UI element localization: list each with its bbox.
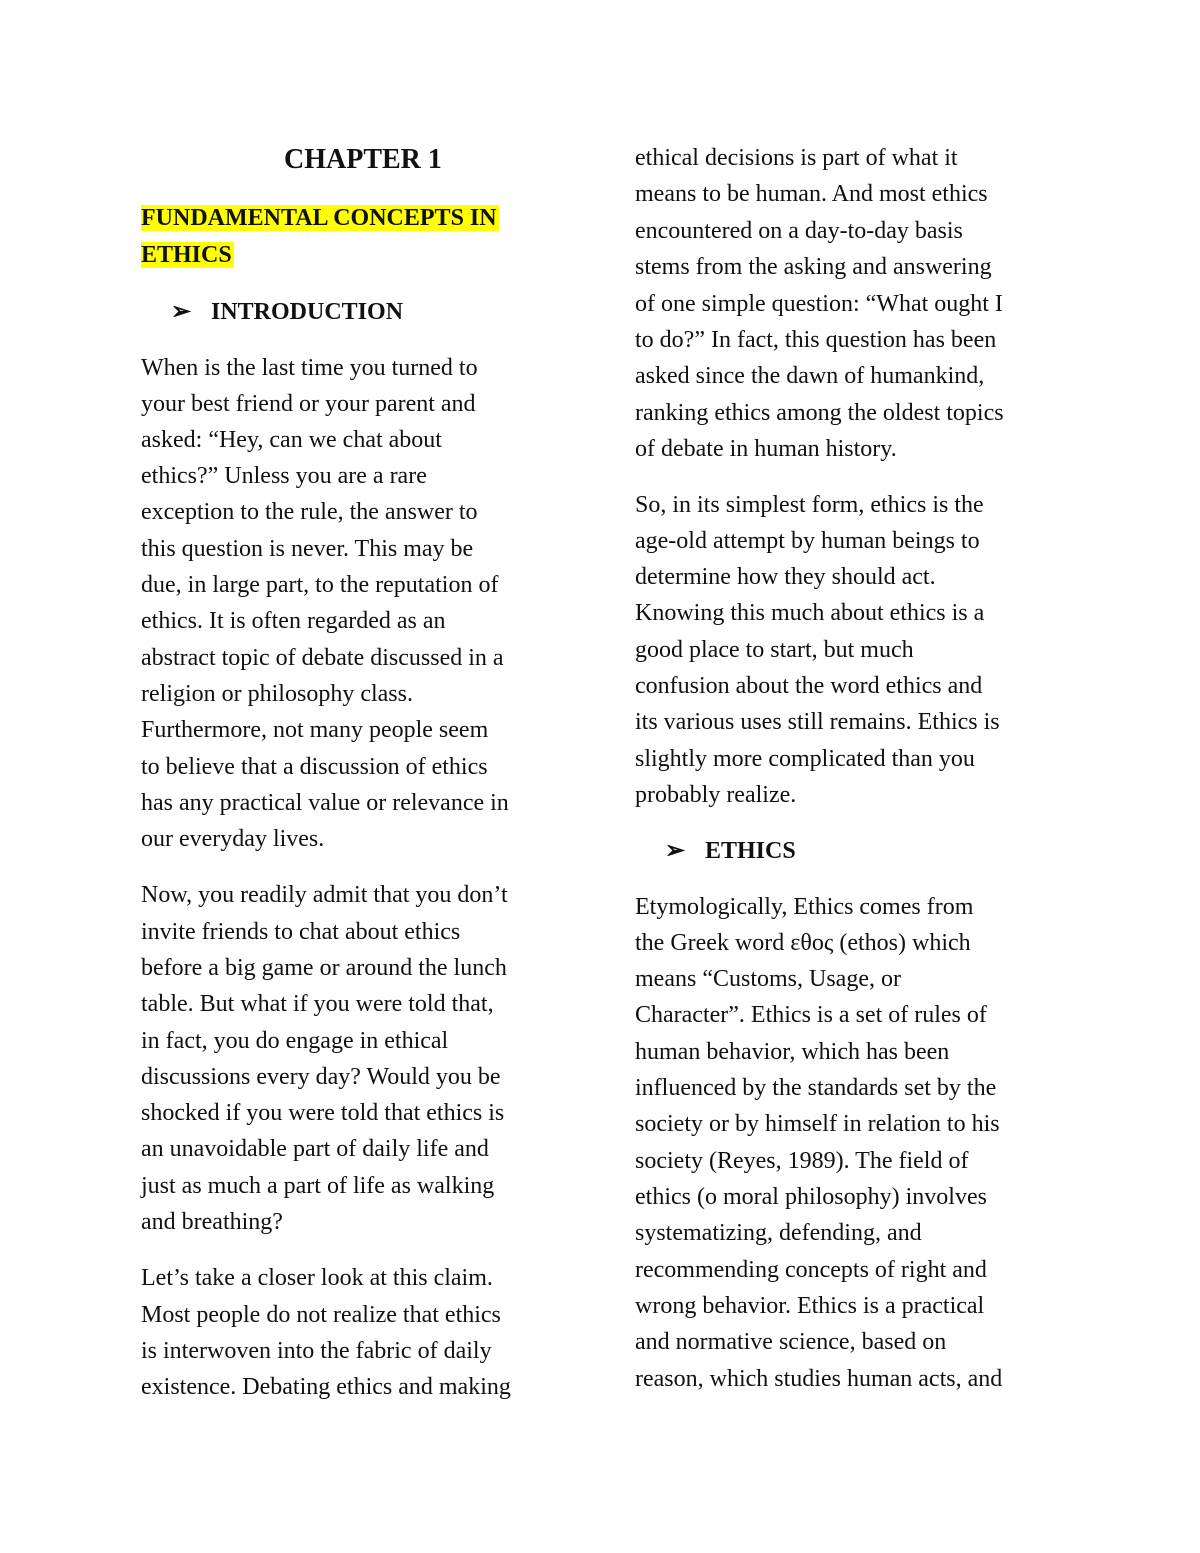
paragraph-line: determine how they should act. [635, 564, 936, 590]
paragraph-line: slightly more complicated than you [635, 746, 975, 772]
introduction-heading-label: INTRODUCTION [211, 299, 404, 325]
paragraph-line: recommending concepts of right and [635, 1257, 987, 1283]
paragraph-line: wrong behavior. Ethics is a practical [635, 1293, 985, 1319]
paragraph-line: Most people do not realize that ethics [141, 1302, 501, 1328]
paragraph-line: stems from the asking and answering [635, 254, 992, 280]
paragraph-line: of one simple question: “What ought I [635, 291, 1003, 317]
paragraph-line: abstract topic of debate discussed in a [141, 645, 504, 671]
paragraph-line: ethics. It is often regarded as an [141, 608, 446, 634]
paragraph-line: invite friends to chat about ethics [141, 919, 461, 945]
paragraph-line: table. But what if you were told that, [141, 991, 494, 1017]
arrow-bullet-icon: ➢ [171, 299, 192, 325]
paragraph-line: asked since the dawn of humankind, [635, 363, 985, 389]
paragraph-line: ranking ethics among the oldest topics [635, 400, 1004, 426]
paragraph-line: asked: “Hey, can we chat about [141, 427, 442, 453]
paragraph-line: just as much a part of life as walking [141, 1173, 495, 1199]
section-title-line-1: FUNDAMENTAL CONCEPTS IN [141, 205, 497, 231]
paragraph-line: means to be human. And most ethics [635, 181, 988, 207]
paragraph-line: is interwoven into the fabric of daily [141, 1338, 492, 1364]
paragraph-line: the Greek word εθος (ethos) which [635, 930, 971, 956]
paragraph-line: good place to start, but much [635, 637, 914, 663]
paragraph-line: to believe that a discussion of ethics [141, 754, 488, 780]
paragraph-line: and normative science, based on [635, 1329, 947, 1355]
paragraph-line: society or by himself in relation to his [635, 1111, 1000, 1137]
paragraph-line: encountered on a day-to-day basis [635, 218, 963, 244]
paragraph-line: ethical decisions is part of what it [635, 145, 958, 171]
paragraph-line: confusion about the word ethics and [635, 673, 983, 699]
paragraph-line: an unavoidable part of daily life and [141, 1136, 489, 1162]
paragraph-line: Knowing this much about ethics is a [635, 600, 985, 626]
paragraph-line: its various uses still remains. Ethics is [635, 709, 1000, 735]
ethics-heading-label: ETHICS [705, 838, 796, 864]
paragraph-line: our everyday lives. [141, 826, 325, 852]
paragraph-line: human behavior, which has been [635, 1039, 950, 1065]
introduction-heading [171, 294, 403, 330]
paragraph-line: influenced by the standards set by the [635, 1075, 997, 1101]
paragraph-line: When is the last time you turned to [141, 355, 478, 381]
paragraph-line: shocked if you were told that ethics is [141, 1100, 505, 1126]
paragraph-line: means “Customs, Usage, or [635, 966, 901, 992]
arrow-bullet-icon: ➢ [665, 838, 686, 864]
paragraph-line: exception to the rule, the answer to [141, 499, 478, 525]
paragraph-line: age-old attempt by human beings to [635, 528, 980, 554]
paragraph-line: Etymologically, Ethics comes from [635, 894, 974, 920]
paragraph-line: discussions every day? Would you be [141, 1064, 501, 1090]
paragraph-line: systematizing, defending, and [635, 1220, 922, 1246]
paragraph-line: ethics?” Unless you are a rare [141, 463, 427, 489]
chapter-title: CHAPTER 1 [284, 144, 442, 175]
paragraph-line: to do?” In fact, this question has been [635, 327, 997, 353]
paragraph-line: this question is never. This may be [141, 536, 474, 562]
paragraph-line: So, in its simplest form, ethics is the [635, 492, 984, 518]
paragraph-line: Character”. Ethics is a set of rules of [635, 1002, 987, 1028]
paragraph-line: existence. Debating ethics and making [141, 1374, 511, 1400]
paragraph-line: and breathing? [141, 1209, 283, 1235]
paragraph-line: due, in large part, to the reputation of [141, 572, 499, 598]
paragraph-line: Now, you readily admit that you don’t [141, 882, 508, 908]
paragraph-line: has any practical value or relevance in [141, 790, 509, 816]
paragraph-line: your best friend or your parent and [141, 391, 476, 417]
paragraph-line: Furthermore, not many people seem [141, 717, 489, 743]
paragraph-line: society (Reyes, 1989). The field of [635, 1148, 969, 1174]
paragraph-line: Let’s take a closer look at this claim. [141, 1265, 493, 1291]
paragraph-line: of debate in human history. [635, 436, 897, 462]
paragraph-line: before a big game or around the lunch [141, 955, 507, 981]
paragraph-line: in fact, you do engage in ethical [141, 1028, 449, 1054]
ethics-heading [665, 833, 796, 869]
paragraph-line: religion or philosophy class. [141, 681, 413, 707]
paragraph-line: ethics (o moral philosophy) involves [635, 1184, 987, 1210]
paragraph-line: probably realize. [635, 782, 797, 808]
paragraph-line: reason, which studies human acts, and [635, 1366, 1003, 1392]
section-title-line-2: ETHICS [141, 242, 232, 268]
